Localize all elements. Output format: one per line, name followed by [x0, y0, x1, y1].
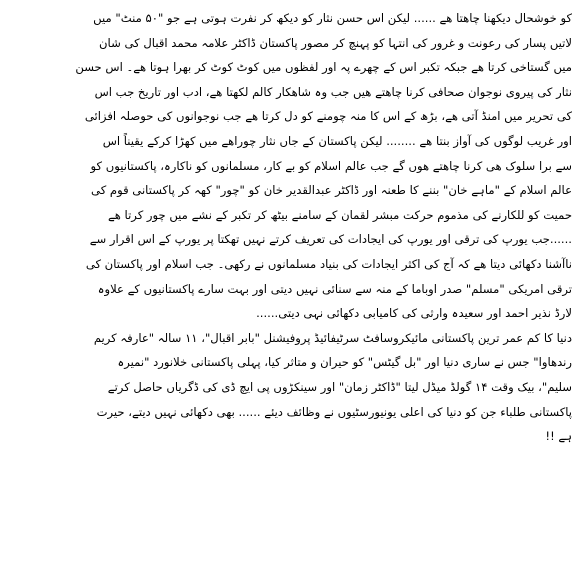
article-line: دنیا کا کم عمر ترین پاکستانی مائیکروسافٹ سرٹیفائیڈ پروفیشنل "بابر اقبال"، ۱۱ سالہ "عارفہ کریم: [93, 330, 572, 345]
article-line: کو خوشحال دیکھنا چاھتا ھے ...... لیکن اس حسن نثار کو دیکھ کر نفرت ہوتی ہے جو "۵۰ منٹ" میں: [93, 11, 572, 25]
urdu-article: [10, 6, 572, 449]
article-line: سے برا سلوک ھی کرنا چاھتے ھوں گے جب عالم اسلام کو بے کار، مسلمانوں کو ناکارہ، پاکستانیوں کو: [90, 158, 572, 173]
article-line: حمیت کو للکارنے کی مذموم حرکت مبشر لقمان کے سامنے بیٹھ کر تکبر کے نشے میں چور کرتا ھے: [107, 207, 572, 222]
article-line: رندھاوا" جس نے ساری دنیا اور "بل گیٹس" کو حیران و متاثر کیا، پہلی پاکستانی خلانورد "نمیرہ: [117, 355, 572, 370]
article-line: پاکستانی طلباء جن کو دنیا کی اعلی یونیورسٹیوں نے وظائف دیئے ...... بھی دکھائی نہیں دیتے، حیرت: [96, 404, 572, 419]
article-line: عالم اسلام کے "ماہے خان" بننے کا طعنہ اور ڈاکٹر عبدالقدیر خان کو "چور" کھہ کر پاکستانی قوم کی: [91, 183, 572, 198]
article-line: لارڈ نذیر احمد اور سعیدہ وارثی کی کامیابی دکھائی نہی دیتی......: [256, 306, 572, 321]
article-line: سلیم"، بیک وقت ۱۴ گولڈ میڈل لیتا "ڈاکٹر زمان" اور سینکڑوں پی ایچ ڈی کی ڈگریاں حاصل کرتے: [107, 379, 572, 394]
article-line: ......جب یورپ کی ترقی اور یورپ کی ایجادات کی تعریف کرتے نہیں تھکتا پر یورپ کے اس اقرار سے: [89, 232, 572, 247]
article-line: کی تحریر میں امنڈ آتی ھے، بڑھ کے اس کا منہ چومنے کو دل کرتا ھے جب نوجوانوں کی حوصلہ افزائی: [84, 109, 572, 124]
article-line: میں گستاخی کرتا ھے جبکہ تکبر اس کے چھرے پہ اور لفظوں میں کوٹ کوٹ کر بھرا ہوتا ھے۔ اس حسن: [75, 60, 572, 75]
article-line: نثار کی پیروی نوجوان صحافی کرنا چاھتے ھیں جب وہ شاھکار کالم لکھتا ھے، ادب اور تاریخ جب اس: [94, 84, 572, 99]
article-line: ترقی امریکی "مسلم" صدر اوباما کے منہ سے سنائی نہیں دیتی اور بہت سارے پاکستانیوں کے علاوہ: [97, 281, 572, 296]
article-line: اور غریب لوگوں کی آواز بنتا ھے ........ لیکن پاکستان کے جاں نثار چوراھے میں کھڑا کرکے یقیناً اس: [102, 133, 572, 148]
article-line: لاتیں پسار کی رعونت و غرور کی انتہا کو پہنچ کر مصور پاکستان ڈاکٹر علامہ محمد اقبال کی شان: [99, 35, 572, 50]
article-line: ناآشنا دکھائی دیتا ھے کہ آج کی اکثر ایجادات کی بنیاد مسلمانوں نے رکھی۔ جب اسلام اور پاکستان کی: [85, 256, 572, 271]
article-line: ہے !!: [545, 429, 572, 444]
